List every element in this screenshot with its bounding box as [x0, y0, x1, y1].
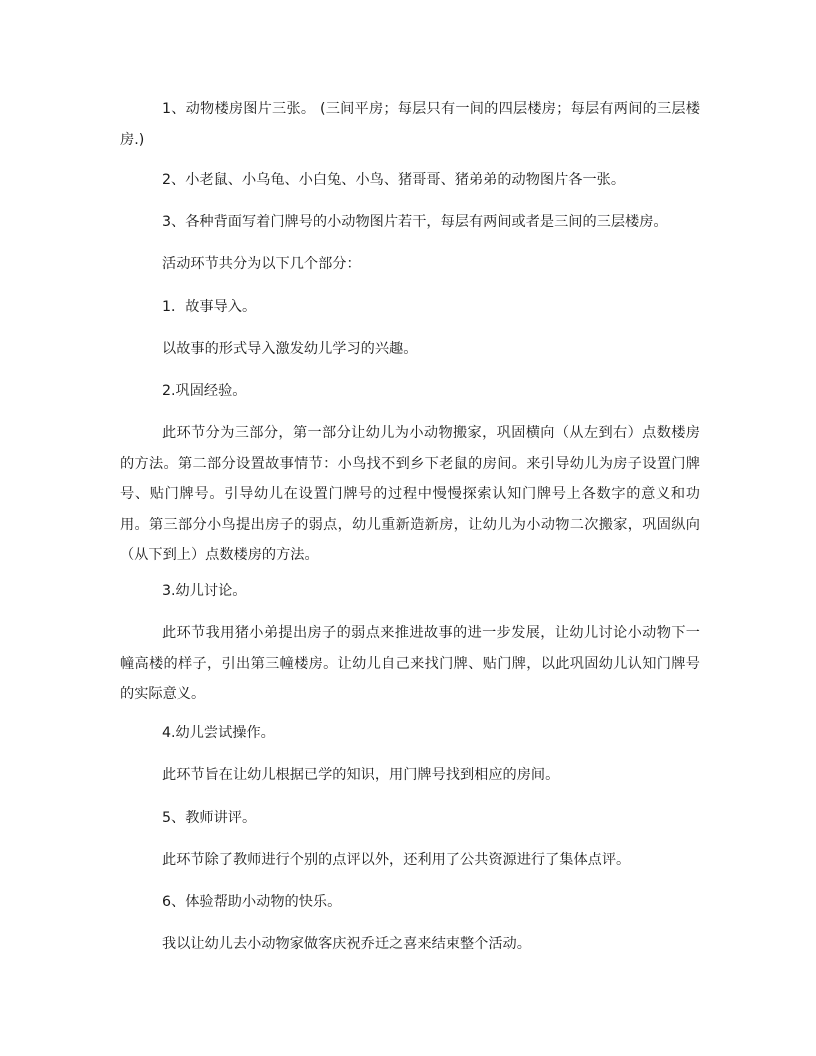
heading-practice: 4.幼儿尝试操作。	[162, 725, 275, 741]
paragraph-consolidate: 此环节分为三部分，第一部分让幼儿为小动物搬家，巩固横向（从左到右）点数楼房的方法。第二部分设置故事情节：小鸟找不到乡下老鼠的房间。来引导幼儿为房子设置门牌号、贴门牌号。引导幼儿在设置门牌号的过程中慢慢探索认知门牌号上各数字的意义和功用。第三部分小鸟提出房子的弱点，幼儿重新造新房，让幼儿为小动物二次搬家，巩固纵向（从下到上）点数楼房的方法。	[120, 425, 700, 563]
paragraph-teacher-review: 此环节除了教师进行个别的点评以外，还利用了公共资源进行了集体点评。	[162, 852, 631, 868]
heading-experience: 6、体验帮助小动物的快乐。	[162, 894, 342, 910]
heading-story-intro: 1．故事导入。	[162, 299, 257, 315]
paragraph-materials-3: 3、各种背面写着门牌号的小动物图片若干，每层有两间或者是三间的三层楼房。	[162, 214, 668, 230]
paragraph-discussion: 此环节我用猪小弟提出房子的弱点来推进故事的进一步发展，让幼儿讨论小动物下一幢高楼的样子，引出第三幢楼房。让幼儿自己来找门牌、贴门牌，以此巩固幼儿认知门牌号的实际意义。	[120, 625, 700, 702]
heading-discussion: 3.幼儿讨论。	[162, 583, 247, 599]
paragraph-experience: 我以让幼儿去小动物家做客庆祝乔迁之喜来结束整个活动。	[162, 936, 531, 952]
heading-teacher-review: 5、教师讲评。	[162, 810, 257, 826]
paragraph-materials-1: 1、动物楼房图片三张。 (三间平房；每层只有一间的四层楼房；每层有两间的三层楼房.)	[120, 101, 700, 148]
paragraph-practice: 此环节旨在让幼儿根据已学的知识，用门牌号找到相应的房间。	[162, 767, 560, 783]
paragraph-activity-intro: 活动环节共分为以下几个部分：	[162, 256, 361, 272]
paragraph-materials-2: 2、小老鼠、小乌龟、小白兔、小鸟、猪哥哥、猪弟弟的动物图片各一张。	[162, 172, 626, 188]
paragraph-story-intro: 以故事的形式导入激发幼儿学习的兴趣。	[162, 341, 418, 357]
heading-consolidate: 2.巩固经验。	[162, 383, 247, 399]
